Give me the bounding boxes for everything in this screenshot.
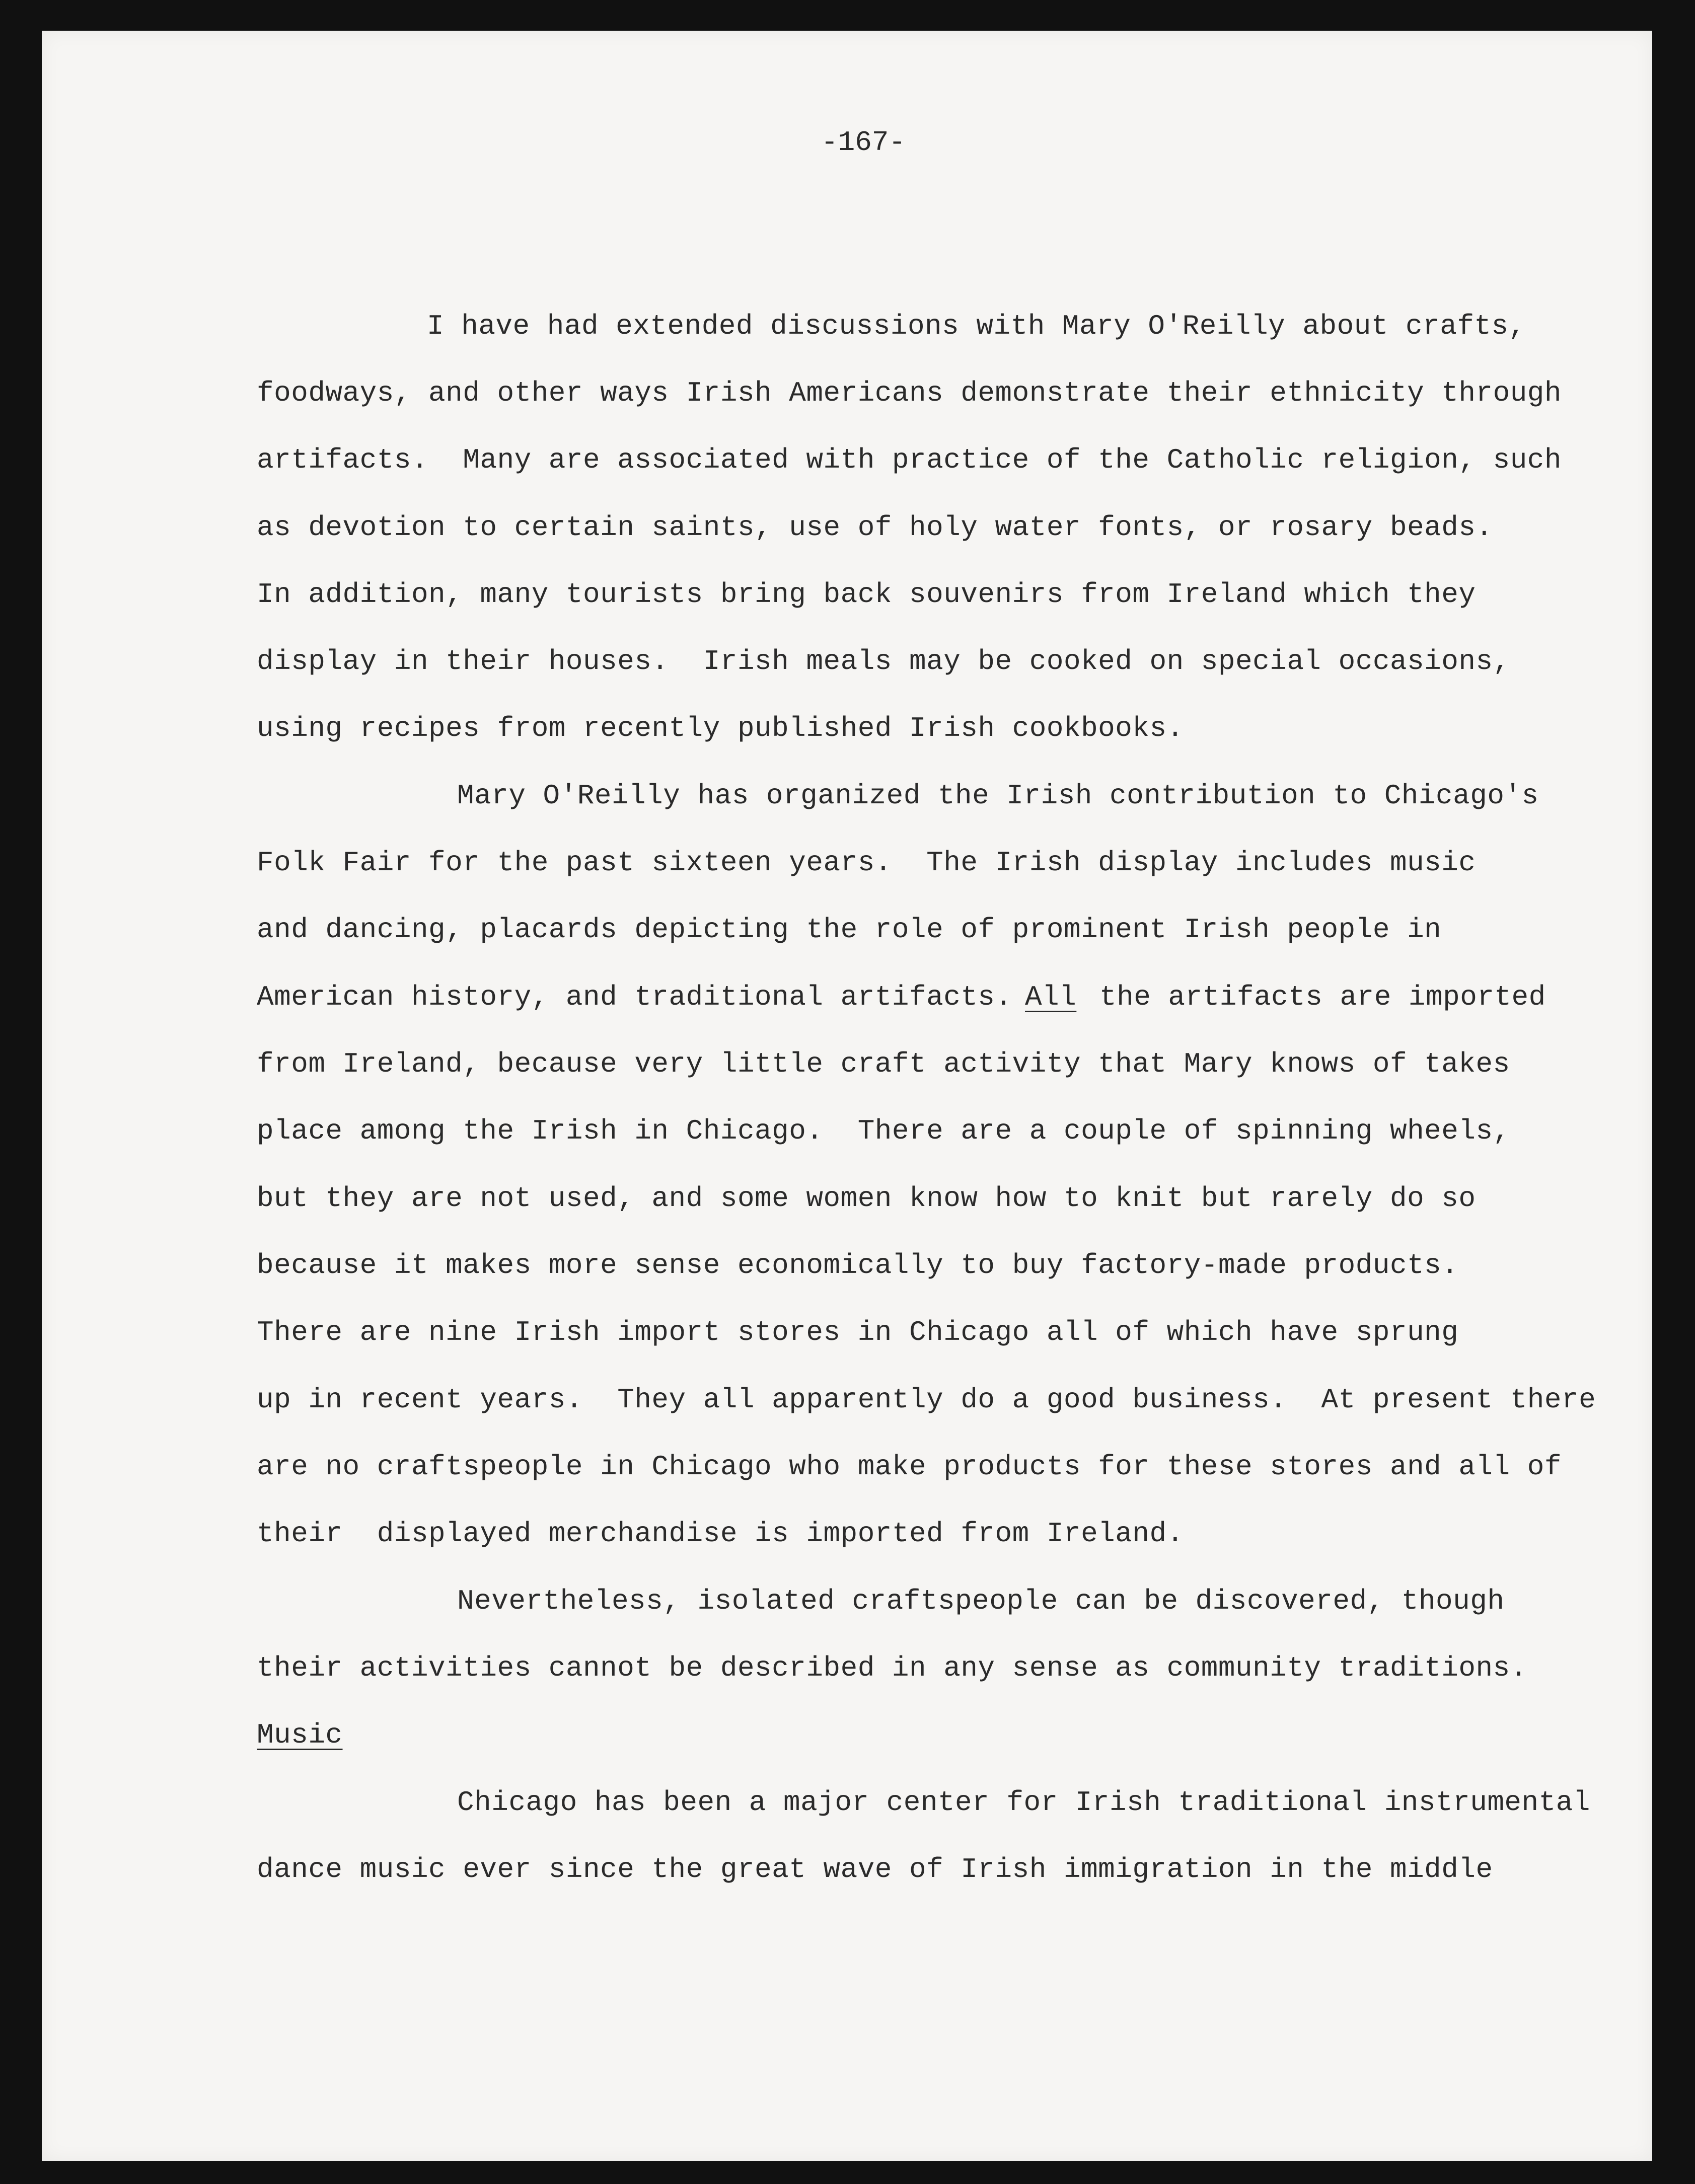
text-line: place among the Irish in Chicago. There are a couple of spinning wheels,: [257, 1115, 1510, 1147]
text-line: foodways, and other ways Irish Americans demonstrate their ethnicity through: [257, 377, 1562, 409]
text-line: There are nine Irish import stores in Chicago all of which have sprung: [257, 1316, 1459, 1348]
text-line: Mary O'Reilly has organized the Irish contribution to Chicago's: [457, 780, 1539, 812]
text-line: as devotion to certain saints, use of holy water fonts, or rosary beads.: [257, 511, 1493, 544]
text-line: dance music ever since the great wave of Irish immigration in the middle: [257, 1853, 1493, 1886]
page-number: -167-: [821, 126, 906, 159]
text-line: up in recent years. They all apparently do a good business. At present there: [257, 1384, 1596, 1416]
text-line: using recipes from recently published Irish cookbooks.: [257, 712, 1184, 744]
text-line: because it makes more sense economically to buy factory-made products.: [257, 1249, 1459, 1282]
text-line: the artifacts are imported: [1099, 981, 1546, 1013]
underlined-word: All: [1025, 981, 1077, 1013]
text-line: Chicago has been a major center for Irish traditional instrumental: [457, 1786, 1590, 1819]
text-line: Nevertheless, isolated craftspeople can be discovered, though: [457, 1585, 1505, 1617]
text-line: American history, and traditional artifacts.: [257, 981, 1012, 1013]
text-line: their activities cannot be described in any sense as community traditions.: [257, 1652, 1527, 1684]
text-line: and dancing, placards depicting the role of prominent Irish people in: [257, 914, 1442, 946]
text-line: display in their houses. Irish meals may be cooked on special occasions,: [257, 645, 1510, 677]
text-line: are no craftspeople in Chicago who make products for these stores and all of: [257, 1451, 1562, 1483]
text-line: artifacts. Many are associated with practice of the Catholic religion, such: [257, 444, 1562, 476]
text-line: I have had extended discussions with Mary O'Reilly about crafts,: [427, 310, 1526, 342]
text-line: from Ireland, because very little craft activity that Mary knows of takes: [257, 1048, 1510, 1080]
text-line: Folk Fair for the past sixteen years. The Irish display includes music: [257, 847, 1476, 879]
text-line: but they are not used, and some women know how to knit but rarely do so: [257, 1182, 1476, 1215]
text-line: In addition, many tourists bring back souvenirs from Ireland which they: [257, 578, 1476, 611]
section-heading-music: Music: [257, 1719, 343, 1751]
text-line: their displayed merchandise is imported from Ireland.: [257, 1518, 1184, 1550]
document-page: [42, 31, 1652, 2161]
